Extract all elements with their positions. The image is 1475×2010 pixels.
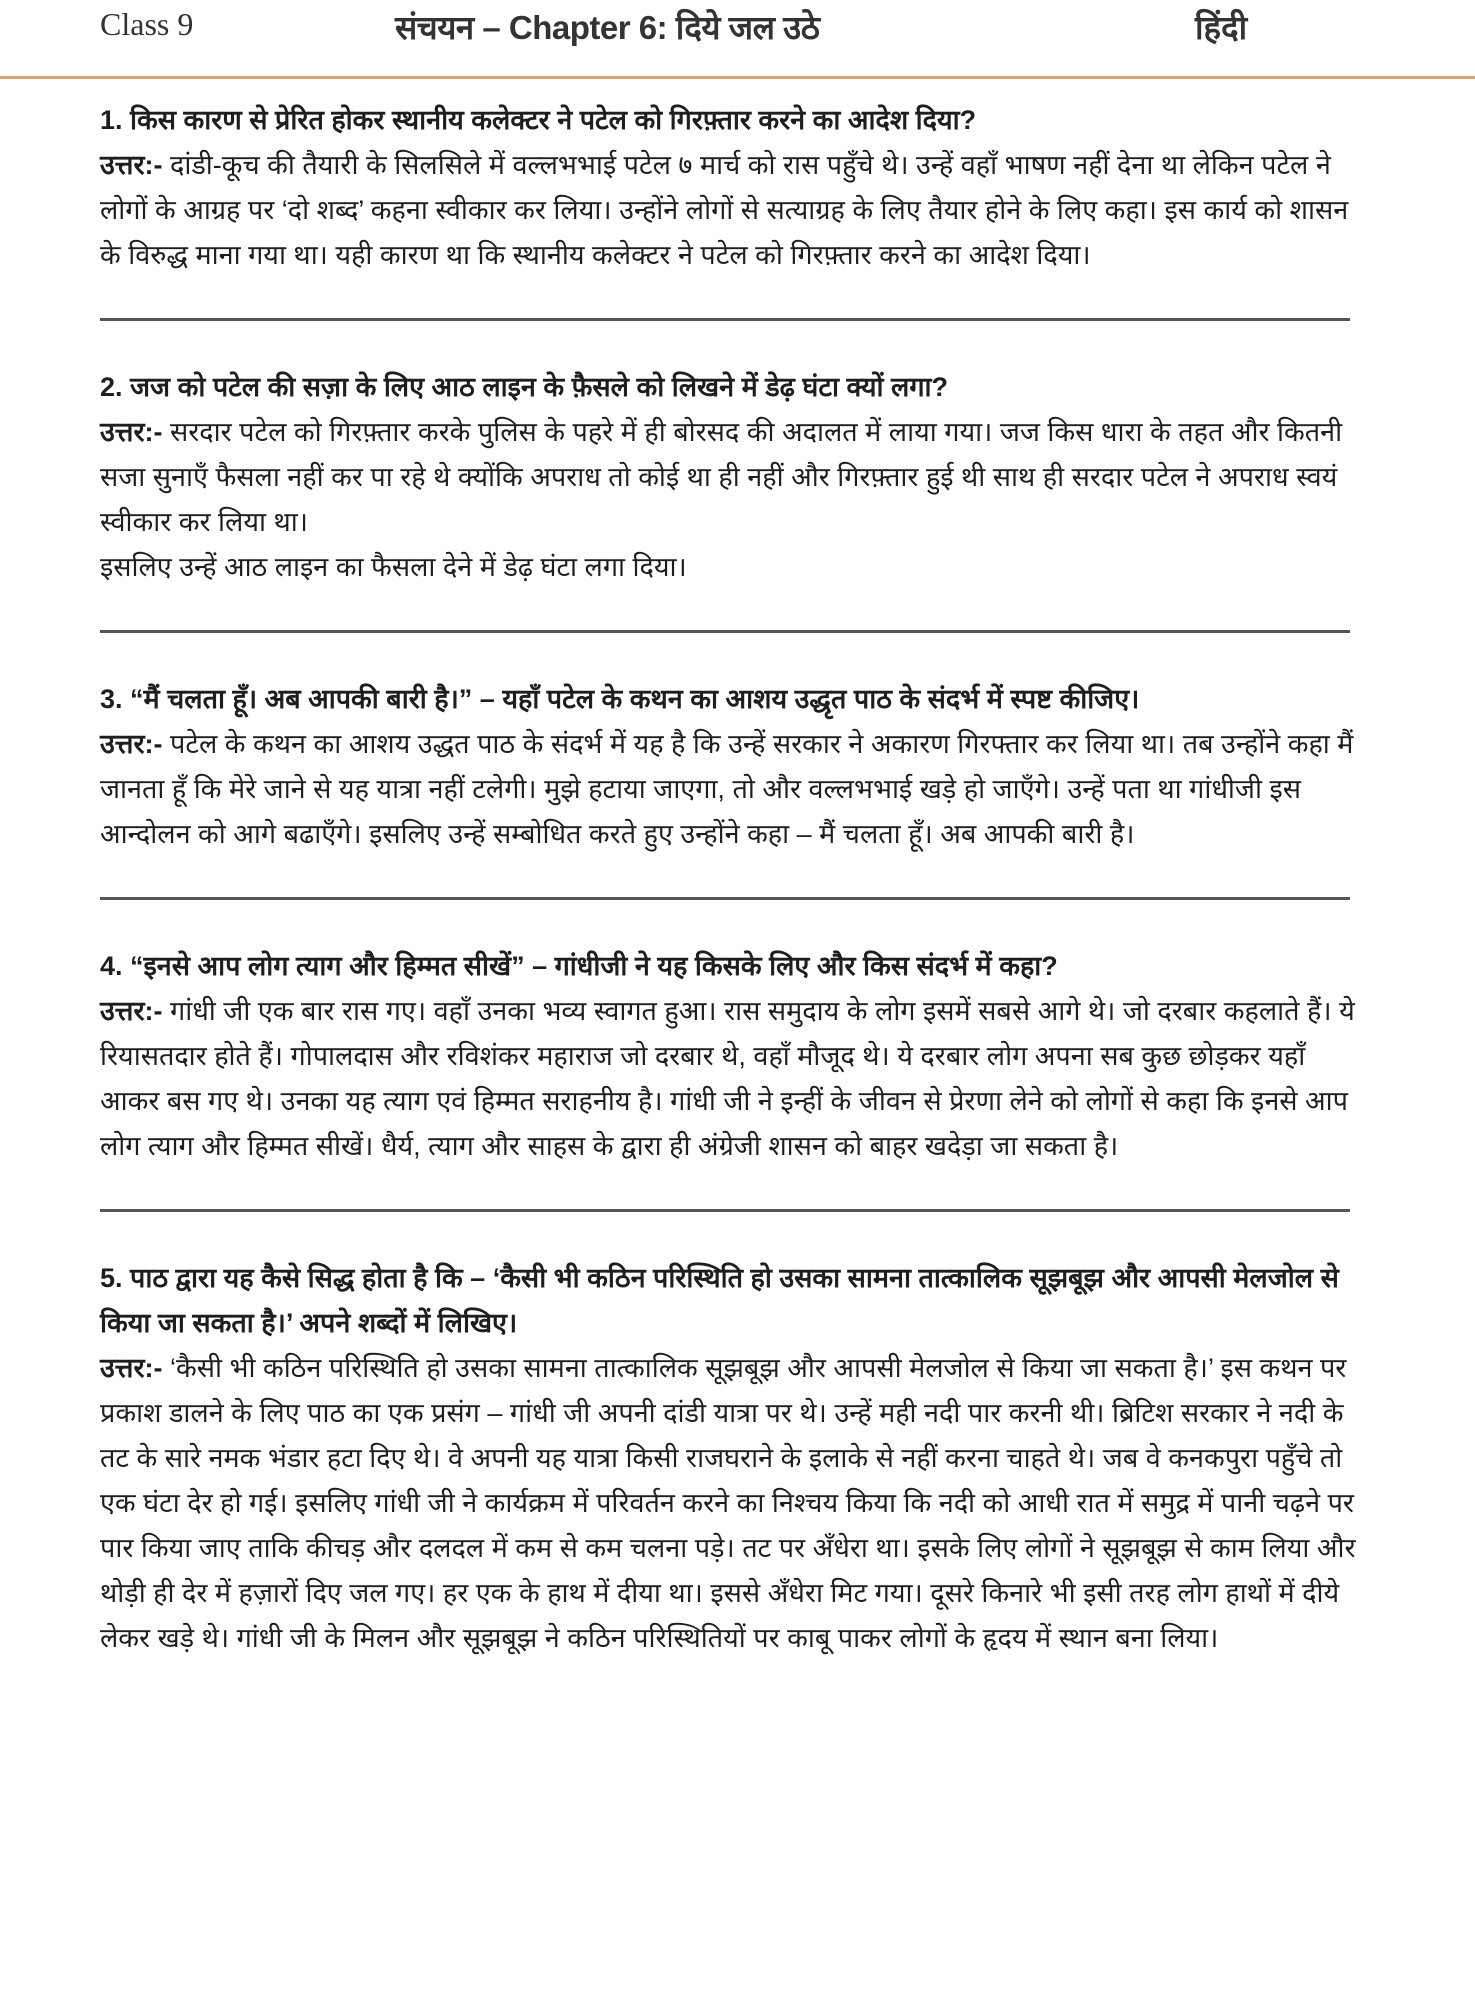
question-block xyxy=(100,1256,1360,1661)
answer-text: सरदार पटेल को गिरफ़्तार करके पुलिस के पहरे में ही बोरसद की अदालत में लाया गया। जज किस धारा के तहत और कितनी सजा सुनाएँ फैसला नहीं कर पा रहे थे क्योंकि अपराध तो कोई था ही नहीं और गिरफ़्तार हुई थी साथ ही सरदार पटेल ने अपराध स्वयं स्वीकार कर लिया था। xyxy=(100,417,1343,537)
subject-label: हिंदी xyxy=(1195,9,1248,46)
answer-label: उत्तर:- xyxy=(100,729,163,759)
section-divider xyxy=(100,897,1350,900)
answer-text: दांडी-कूच की तैयारी के सिलसिले में वल्लभभाई पटेल ७ मार्च को रास पहुँचे थे। उन्हें वहाँ भाषण नहीं देना था लेकिन पटेल ने लोगों के आग्रह पर ‘दो शब्द’ कहना स्वीकार कर लिया। उन्होंने लोगों से सत्याग्रह के लिए तैयार होने के लिए कहा। इस कार्य को शासन के विरुद्ध माना गया था। यही कारण था कि स्थानीय कलेक्टर ने पटेल को गिरफ़्तार करने का आदेश दिया। xyxy=(100,150,1349,270)
section-divider xyxy=(100,318,1350,321)
question-text: 2. जज को पटेल की सज़ा के लिए आठ लाइन के फ़ैसले को लिखने में डेढ़ घंटा क्यों लगा? xyxy=(100,372,949,402)
section-divider xyxy=(100,630,1350,633)
section-divider xyxy=(100,1209,1350,1212)
class-label: Class 9 xyxy=(100,6,194,42)
chapter-title: संचयन – Chapter 6: दिये जल उठे xyxy=(395,9,820,46)
question-block xyxy=(100,98,1360,278)
question-block xyxy=(100,677,1360,857)
question-text: 5. पाठ द्वारा यह कैसे सिद्ध होता है कि – ‘कैसी भी कठिन परिस्थिति हो उसका सामना तात्कालिक सूझबूझ और आपसी मेलजोल से किया जा सकता है।’ अपने शब्दों में लिखिए। xyxy=(100,1263,1339,1338)
question-text: 1. किस कारण से प्रेरित होकर स्थानीय कलेक्टर ने पटेल को गिरफ़्तार करने का आदेश दिया? xyxy=(100,105,977,135)
page-header xyxy=(0,0,1475,78)
answer-label: उत्तर:- xyxy=(100,996,163,1026)
answer-paragraph xyxy=(100,143,1360,278)
answer-label: उत्तर:- xyxy=(100,1353,163,1383)
answer-text: ‘कैसी भी कठिन परिस्थिति हो उसका सामना तात्कालिक सूझबूझ और आपसी मेलजोल से किया जा सकता है।’ इस कथन पर प्रकाश डालने के लिए पाठ का एक प्रसंग – गांधी जी अपनी दांडी यात्रा पर थे। उन्हें मही नदी पार करनी थी। ब्रिटिश सरकार ने नदी के तट के सारे नमक भंडार हटा दिए थे। वे अपनी यह यात्रा किसी राजघराने के इलाके से नहीं करना चाहते थे। जब वे कनकपुरा पहुँचे तो एक घंटा देर हो गई। इसलिए गांधी जी ने कार्यक्रम में परिवर्तन करने का निश्चय किया कि नदी को आधी रात में समुद्र में पानी चढ़ने पर पार किया जाए ताकि कीचड़ और दलदल में कम से कम चलना पड़े। तट पर अँधेरा था। इसके लिए लोगों ने सूझबूझ से काम लिया और थोड़ी ही देर में हज़ारों दिए जल गए। हर एक के हाथ में दीया था। इससे अँधेरा मिट गया। दूसरे किनारे भी इसी तरह लोग हाथों में दीये लेकर खड़े थे। गांधी जी के मिलन और सूझबूझ ने कठिन परिस्थितियों पर काबू पाकर लोगों के हृदय में स्थान बना लिया। xyxy=(100,1353,1356,1653)
answer-paragraph xyxy=(100,722,1360,857)
header-rule xyxy=(0,76,1475,79)
qa-list xyxy=(100,98,1360,1661)
answer-label: उत्तर:- xyxy=(100,417,163,447)
answer-text: इसलिए उन्हें आठ लाइन का फैसला देने में डेढ़ घंटा लगा दिया। xyxy=(100,552,687,582)
answer-text: गांधी जी एक बार रास गए। वहाँ उनका भव्य स्वागत हुआ। रास समुदाय के लोग इसमें सबसे आगे थे। जो दरबार कहलाते हैं। ये रियासतदार होते हैं। गोपालदास और रविशंकर महाराज जो दरबार थे, वहाँ मौजूद थे। ये दरबार लोग अपना सब कुछ छोड़कर यहाँ आकर बस गए थे। उनका यह त्याग एवं हिम्मत सराहनीय है। गांधी जी ने इन्हीं के जीवन से प्रेरणा लेने को लोगों से कहा कि इनसे आप लोग त्याग और हिम्मत सीखें। धैर्य, त्याग और साहस के द्वारा ही अंग्रेजी शासन को बाहर खदेड़ा जा सकता है। xyxy=(100,996,1355,1161)
answer-paragraph xyxy=(100,410,1360,545)
answer-paragraph xyxy=(100,545,1360,590)
answer-label: उत्तर:- xyxy=(100,150,163,180)
answer-paragraph xyxy=(100,989,1360,1169)
question-block xyxy=(100,944,1360,1169)
answer-paragraph xyxy=(100,1346,1360,1661)
question-block xyxy=(100,365,1360,590)
question-text: 3. “मैं चलता हूँ। अब आपकी बारी है।” – यहाँ पटेल के कथन का आशय उद्धृत पाठ के संदर्भ में स्पष्ट कीजिए। xyxy=(100,684,1140,714)
answer-text: पटेल के कथन का आशय उद्धत पाठ के संदर्भ में यह है कि उन्हें सरकार ने अकारण गिरफ्तार कर लिया था। तब उन्होंने कहा मैं जानता हूँ कि मेरे जाने से यह यात्रा नहीं टलेगी। मुझे हटाया जाएगा, तो और वल्लभभाई खड़े हो जाएँगे। उन्हें पता था गांधीजी इस आन्दोलन को आगे बढाएँगे। इसलिए उन्हें सम्बोधित करते हुए उन्होंने कहा – मैं चलता हूँ। अब आपकी बारी है। xyxy=(100,729,1354,849)
question-text: 4. “इनसे आप लोग त्याग और हिम्मत सीखें” – गांधीजी ने यह किसके लिए और किस संदर्भ में कहा? xyxy=(100,951,1058,981)
